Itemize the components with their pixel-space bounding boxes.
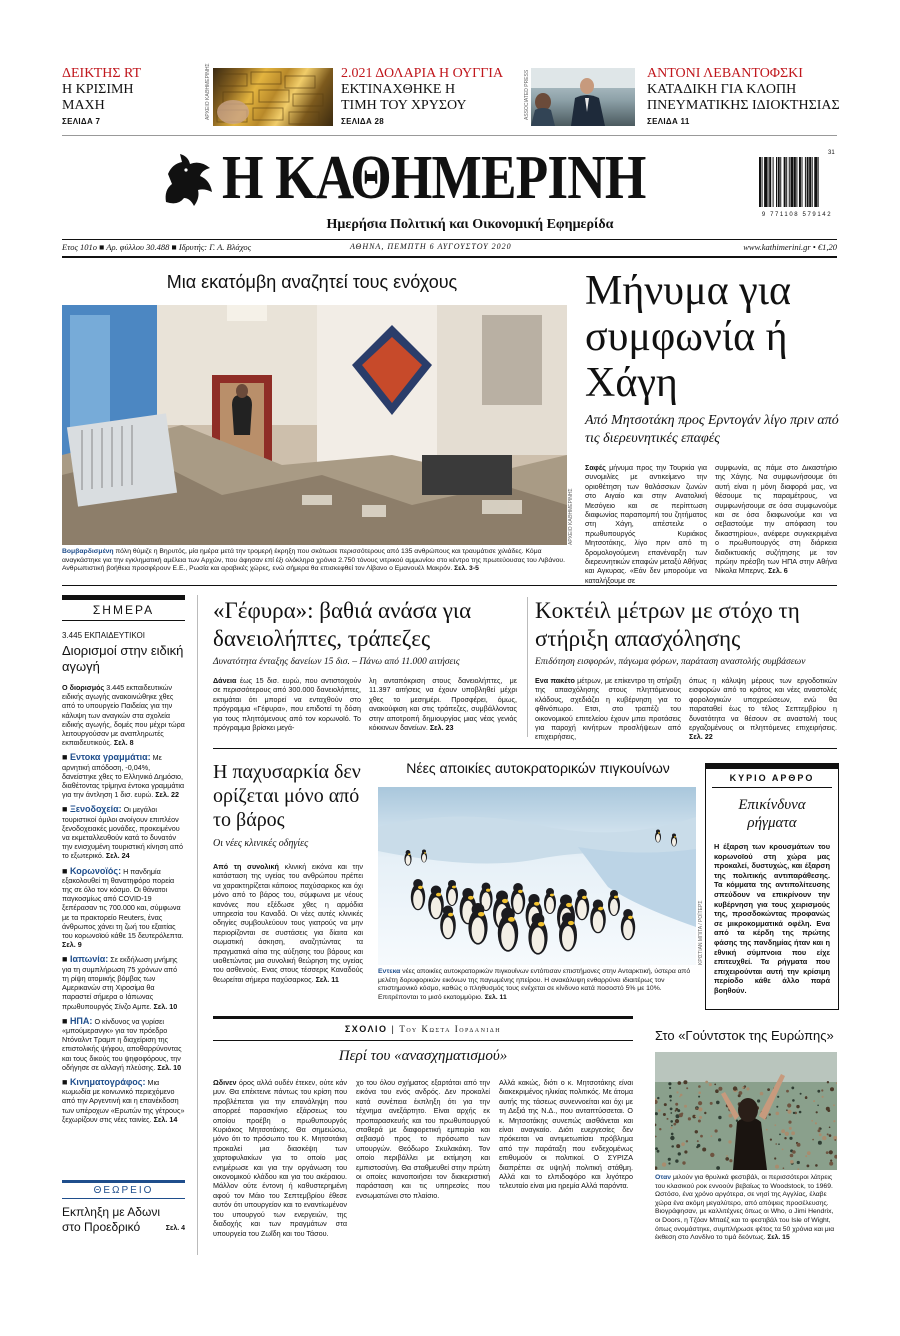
- woodstock-caption: Οταν μιλούν για θρυλικά φεστιβάλ, οι περισσότεροι λάτρεις του κλασικού ροκ εννοούν βεβαίως το Woodstock, το 1969. Ωστόσο, ένα χρόνο αργότερα, σε νησί της Αγγλίας, έλαβε χώρα ένα ακόμη μεγαλύτερο, από απόψεις προσέλευσης. Βιογράφησαν, με καλλιτέχνες όπως οι Who, ο Jimi Hendrix, οι Doors, η Τζόαν Μπαέζ και το φεστιβάλ του Isle of Wight, όπως ονομάστηκε, συμπλήρωσε φέτος τα 50 χρόνια και μια έκθεση στο Λονδίνο το τιμά δεόντως. Σελ. 15: [655, 1174, 835, 1242]
- sidebar-lead-bold: Ο διορισμός: [62, 683, 105, 692]
- levandowski-photo-credit: ASSOCIATED PRESS: [524, 69, 530, 120]
- crowd-dot: [775, 1165, 779, 1169]
- crowd-dot: [742, 1087, 744, 1089]
- crowd-dot: [766, 1129, 768, 1131]
- column-col1: Ωδινεν όρος αλλά ουδέν έτεκεν, ούτε κάν μυν. Θα επέκτεινε πάντως του κρίση που προβλέπεται για την επανάληψη που απορρεέ παρασκήνιο εξάρσεως του οποίου προέβη ο πρωθυπουργός Κυριάκος Μητσοτάκης. Θα σημειώσω, μόνο ότι το πρόσωπο του Κ. Μητσοτάκη προκαλεί μια διασκέψη των χαρτοφυλακίων για το οποίο μας ενημέρωσε και για την οργάνωση του οικονομικού κλάδου και για του ακέραιου. Μάλλον ούτε έντονη ή καθυστερημένη αφού τον Μάιο του Σεπτεμβρίου έθεσε αυτόν ότι υπουργείον και το εναντίωμένον του υπουργού των ενεργειών, της διαδοχής και των πραγμάτων στα υπουργεία του Ζωΐδη και του Τάσου.: [213, 1078, 347, 1238]
- barcode-bar: [796, 157, 797, 207]
- main-lead: Σαφές: [585, 463, 606, 472]
- barcode-bar: [812, 157, 813, 207]
- crowd-dot: [695, 1107, 698, 1110]
- kokteil-deck: Επιδότηση εισφορών, πάγωμα φόρων, παράταση αναστολής συμβάσεων: [535, 657, 806, 667]
- crowd-dot: [675, 1119, 679, 1123]
- crowd-dot: [826, 1107, 830, 1111]
- crowd-dot: [785, 1132, 789, 1136]
- crowd-dot: [829, 1162, 833, 1166]
- gefyra-col1: Δάνεια έως 15 δισ. ευρώ, που αντιστοιχούν σε περισσότερους από 300.000 δανειολήπτες, εκτιμάται ότι μπορεί να ενταχθούν στο πρόγραμμα «Γέφυρα», που επιδοτεί τη δόση για τους πληττόμενους από τον κορωνοϊό. Το πρόγραμμα βρίσκει μεγά-: [213, 676, 361, 733]
- crowd-dot: [799, 1111, 802, 1114]
- levandowski-photo: [531, 68, 635, 126]
- crowd-dot: [829, 1127, 831, 1129]
- theoreio-box: [62, 1180, 185, 1232]
- crowd-dot: [673, 1123, 676, 1126]
- obesity-text: Από τη συνολική κλινική εικόνα και την κατάσταση της υγείας του ανθρώπου πρέπει να χαρακτηρίζεται κάποιος παχύσαρκος και όχι μόνο από το βάρος του, σύμφωνα με νέους κανόνες που εξέδωσε χθες η αρμόδια υπηρεσία του Καναδά. Οι νέες αυτές κλινικές οδηγίες συμβουλεύουν τους γιατρούς να μην περιορίζονται σε συστάσεις για δίαιτα και σωματική άσκηση, αναζητώντας τα πραγματικά αίτια της αύξησης του βάρους και υιοθετώντας μια συνολική θεώρηση της υγείας του ασθενούς. Ενας στους τέσσερις Καναδούς θεωρείται σήμερα παχύσαρκος. Σελ. 11: [213, 862, 363, 984]
- crowd-dot: [663, 1113, 666, 1116]
- barcode-bar: [794, 157, 796, 207]
- sidebar-title[interactable]: Διορισμοί στην ειδική αγωγή: [62, 643, 184, 674]
- crowd-dot: [792, 1099, 795, 1102]
- beirut-photo-credit: ΑΡΧΕΙΟ ΚΑΘΗΜΕΡΙΝΗΣ: [568, 488, 574, 545]
- crowd-dot: [817, 1105, 819, 1107]
- crowd-dot: [792, 1150, 796, 1154]
- crowd-dot: [811, 1120, 813, 1122]
- gefyra-headline[interactable]: «Γέφυρα»: βαθιά ανάσα για δανειολήπτες, τράπεζες: [213, 598, 472, 651]
- penguins-caption: Εντεκα νέες αποικίες αυτοκρατορικών πιγκουίνων εντόπισαν επιστήμονες στην Ανταρκτική, ύστερα από μελέτη δορυφορικών εικόνων της παγωμένης ηπείρου. Η ανακάλυψη ενθαρρύνει ιδιαιτέρως τον επιστημονικό κόσμο, καθώς ο πληθυσμός τους ενέχεται σε κίνδυνο κατά ποσοστό 5% με 10%. Επιτρέπονται το μισό εκατομμύριο. Σελ. 11: [378, 968, 691, 1001]
- crowd-dot: [822, 1096, 824, 1098]
- crowd-dot: [667, 1118, 669, 1120]
- crowd-dot: [791, 1131, 795, 1135]
- main-deck: Από Μητσοτάκη προς Ερντογάν λίγο πριν από τις διερευνητικές επαφές: [585, 413, 839, 446]
- griffin-logo-icon: [160, 150, 218, 210]
- obesity-headline[interactable]: Η παχυσαρκία δεν ορίζεται μόνο από το βάρος: [213, 761, 361, 831]
- teaser-title: ΚΑΤΑΔΙΚΗ ΓΙΑ ΚΛΟΠΗ ΠΝΕΥΜΑΤΙΚΗΣ ΙΔΙΟΚΤΗΣΙΑΣ: [647, 82, 840, 113]
- crowd-dot: [675, 1159, 678, 1162]
- barcode-bar: [759, 157, 761, 207]
- barcode-bar: [805, 157, 806, 207]
- crowd-dot: [818, 1141, 822, 1145]
- sidebar-item: ■ Κορωνοϊός: Η πανδημία εξακολουθεί τη θανατηφόρο πορεία της σε όλο τον κόσμο. Οι θάνατοι παγκοσμίως από COVID-19 ξεπέρασαν τις 700.000 και, σύμφωνα με τα πρακτορείο Reuters, ένας άνθρωπος χάνει τη ζωή του εξαιτίας του κορωνοϊού κάθε 15 δευτερόλεπτα. Σελ. 9: [62, 865, 184, 950]
- barcode-bar: [790, 157, 793, 207]
- column-label-row: ΣΧΟΛΙΟ | Του Κωστα Ιορδανιδη: [344, 1024, 502, 1034]
- crowd-dot: [670, 1100, 672, 1102]
- crowd-dot: [670, 1112, 672, 1114]
- lead-photo-kicker: Μια εκατόμβη αναζητεί τους ενόχους: [166, 272, 458, 292]
- crowd-dot: [686, 1140, 688, 1142]
- crowd-dot: [770, 1139, 772, 1141]
- sidebar-item: ■ Ιαπωνία: Σε εκδήλωση μνήμης για τη συμπλήρωση 75 χρόνων από τη ρίψη ατομικής βόμβας των Αμερικανών στη Χιροσίμα θα παραστεί σήμερα ο Ιάπωνας πρωθυπουργός Σίνζο Αμπε. Σελ. 10: [62, 954, 178, 1011]
- penguins-photo-credit: ΚΡΙΣΤΙΑΝ ΜΠΙΤΑ / ΡΟΪΤΕΡΣ: [698, 900, 704, 965]
- caption-page[interactable]: Σελ. 3-5: [454, 565, 479, 573]
- main-text-2: συμφωνία, ας πάμε στο Δικαστήριο της Χάγης. Να συμφωνήσουμε ότι αυτή είναι η μόνη διαφορά μας, να θέσουμε τις παραμέτρους, να συμφωνήσουμε σε όσα συμφωνούμε και σε όσα διαφωνούμε και να σεβαστούμε την απόφαση του δικαστηρίου», ανέφερε συγκεκριμένα ο πρωθυπουργός στη διάρκεια διαδικτυακής συζήτησης με τον πρώην πρέσβη των ΗΠΑ στην Αθήνα Νίκολα Μπερνς.: [715, 463, 837, 576]
- crowd-dot: [668, 1162, 670, 1164]
- crowd-dot: [760, 1092, 764, 1096]
- crowd-dot: [681, 1113, 683, 1115]
- editorial-text: Η έξαρση των κρουσμάτων του κορωνοϊού στη χώρα μας προκαλεί, δυστυχώς, και έξαρση της πολιτικής αντιπαράθεσης. Τα κόμματα της αντιπολίτευσης σπεύδουν να επικρίνουν την κυβέρνηση για τους χειρισμούς της, προσδοκώντας προφανώς σε μικροκομματικά οφέλη. Ενα από τα κέρδη της πρώτης φάσης της πανδημίας ήταν και η εθνική σύμπνοια που είχε επιτευχθεί. Τα ρήγματα που επιχειρούνται αυτή την κρίσιμη περίοδο κάθε άλλο παρά βοηθούν.: [714, 842, 830, 995]
- teaser-title: ΕΚΤΙΝΑΧΘΗΚΕ Η ΤΙΜΗ ΤΟΥ ΧΡΥΣΟΥ: [341, 82, 467, 113]
- crowd-dot: [791, 1087, 794, 1090]
- column-title[interactable]: Περί του «ανασχηματισμού»: [338, 1048, 508, 1064]
- main-story-col2: [715, 463, 837, 576]
- crowd-dot: [815, 1122, 817, 1124]
- sidebar-header-label: ΣΗΜΕΡΑ: [92, 603, 155, 617]
- gold-photo-credit: ΑΡΧΕΙΟ ΚΑΘΗΜΕΡΙΝΗΣ: [205, 63, 211, 120]
- beirut-caption: [62, 548, 567, 574]
- barcode-bar: [818, 157, 819, 207]
- crowd-dot: [668, 1082, 671, 1085]
- crowd-dot: [829, 1134, 832, 1137]
- crowd-dot: [774, 1157, 776, 1159]
- crowd-dot: [833, 1120, 835, 1122]
- column-label: ΣΧΟΛΙΟ: [344, 1024, 388, 1034]
- crowd-dot: [699, 1116, 702, 1119]
- issue-info: Ετος 101ο ■ Αρ. φύλλου 30.488 ■ Ιδρυτής: Γ. Α. Βλάχος: [62, 242, 252, 252]
- crowd-dot: [790, 1154, 794, 1158]
- crowd-dot: [738, 1094, 741, 1097]
- woodstock-kicker: Στο «Γούντστοκ της Ευρώπης»: [655, 1028, 834, 1043]
- theoreio-page[interactable]: Σελ. 4: [165, 1225, 185, 1232]
- sidebar-lead-page[interactable]: Σελ. 8: [113, 738, 134, 748]
- barcode-bar: [762, 157, 763, 207]
- crowd-dot: [664, 1103, 667, 1106]
- caption-head: Βομβαρδισμένη: [62, 548, 114, 555]
- kokteil-col2: όπως η κάλυψη μέρους των εργοδοτικών εισφορών από το κράτος και νέες αναστολές φορολογικών υποχρεώσεων, ενώ θα παραταθεί έως το τέλος Σεπτεμβρίου η δυνατότητα να θέσουν σε αναστολή τους εργαζομένους οι πληττόμενες επιχειρήσεις. Σελ. 22: [689, 676, 837, 742]
- crowd-dot: [789, 1127, 792, 1130]
- teaser-title: Η ΚΡΙΣΙΜΗ ΜΑΧΗ: [62, 82, 134, 113]
- teaser-title-line1: 2.021 ΔΟΛΑΡΙΑ Η ΟΥΓΓΙΑ: [341, 66, 504, 81]
- crowd-dot: [746, 1087, 749, 1090]
- crowd-dot: [695, 1130, 698, 1133]
- teaser-page: ΣΕΛΙΔΑ 7: [62, 117, 101, 126]
- crowd-dot: [711, 1135, 713, 1137]
- crowd-dot: [767, 1088, 770, 1091]
- crowd-dot: [729, 1159, 732, 1162]
- crowd-dot: [683, 1080, 687, 1084]
- crowd-dot: [671, 1133, 674, 1136]
- crowd-dot: [697, 1140, 699, 1142]
- crowd-dot: [776, 1112, 780, 1116]
- teaser-rt[interactable]: [62, 66, 202, 126]
- sidebar-item: ■ Κινηματογράφος: Μια κωμωδία με κοινωνικό περιεχόμενο από την Αργεντινή και η επανέκδοση των υπέροχων «Ερωτών της γέτρους» ξεχωρίζουν στις νέες ταινίες. Σελ. 14: [62, 1076, 185, 1124]
- crowd-dot: [725, 1157, 729, 1161]
- masthead-rule-top: [62, 239, 837, 240]
- crowd-dot: [781, 1129, 785, 1133]
- teaser-title-line1: ΔΕΙΚΤΗΣ RT: [62, 66, 142, 81]
- theoreio-header: ΘΕΩΡΕΙΟ: [62, 1180, 185, 1199]
- sidebar-header: [62, 595, 185, 621]
- editorial-box: [705, 763, 839, 1010]
- crowd-dot: [680, 1094, 683, 1097]
- crowd-dot: [698, 1096, 700, 1098]
- top-divider: [62, 135, 837, 136]
- crowd-dot: [816, 1111, 818, 1113]
- crowd-dot: [797, 1161, 800, 1164]
- barcode-bar: [789, 157, 790, 207]
- crowd-dot: [697, 1144, 700, 1147]
- barcode-bar: [764, 157, 767, 207]
- crowd-dot: [676, 1091, 678, 1093]
- crowd-dot: [702, 1148, 706, 1152]
- crowd-dot: [779, 1134, 781, 1136]
- crowd-dot: [671, 1125, 673, 1127]
- crowd-dot: [793, 1112, 795, 1114]
- crowd-dot: [822, 1136, 826, 1140]
- crowd-dot: [805, 1096, 808, 1099]
- barcode-issue-number: 31: [828, 150, 835, 156]
- beirut-photo: [62, 305, 567, 545]
- crowd-dot: [670, 1120, 673, 1123]
- penguins-photo: [378, 787, 696, 965]
- crowd-dot: [783, 1167, 785, 1169]
- crowd-dot: [669, 1095, 672, 1098]
- crowd-dot: [815, 1164, 818, 1167]
- issue-date: ΑΘΗΝΑ, ΠΕΜΠΤΗ 6 ΑΥΓΟΥΣΤΟΥ 2020: [350, 242, 512, 251]
- crowd-dot: [669, 1087, 671, 1089]
- crowd-dot: [819, 1133, 822, 1136]
- column-rule: [213, 1016, 633, 1019]
- sidebar-item: ■ Ξενοδοχεία: Οι μεγάλοι τουριστικοί όμιλοι ανοίγουν επιπλέον ξενοδοχειακές μονάδες, προκειμένου να εκμεταλλευθούν κατά το δυνατόν την ενισχυμένη τουριστική κίνηση από το εξωτερικό. Σελ. 24: [62, 804, 184, 861]
- gefyra-divider: [527, 597, 528, 737]
- crowd-dot: [821, 1089, 823, 1091]
- barcode-bar: [780, 157, 781, 207]
- crowd-dot: [659, 1128, 661, 1130]
- middle-divider: [213, 748, 837, 749]
- crowd-dot: [657, 1097, 659, 1099]
- crowd-dot: [834, 1139, 836, 1141]
- crowd-dot: [807, 1151, 811, 1155]
- crowd-dot: [788, 1121, 791, 1124]
- crowd-dot: [786, 1109, 788, 1111]
- crowd-dot: [777, 1096, 779, 1098]
- website-price[interactable]: www.kathimerini.gr • €1,20: [743, 242, 837, 252]
- crowd-dot: [789, 1137, 792, 1140]
- crowd-dot: [675, 1108, 678, 1111]
- gefyra-deck: Δυνατότητα ένταξης δανείων 15 δισ. – Πάνω από 11.000 αιτήσεις: [213, 657, 460, 667]
- crowd-dot: [817, 1090, 820, 1093]
- crowd-dot: [715, 1089, 719, 1093]
- crowd-dot: [658, 1109, 661, 1112]
- editorial-title[interactable]: Επικίνδυνα ρήγματα: [738, 797, 806, 831]
- crowd-dot: [796, 1105, 799, 1108]
- crowd-dot: [826, 1151, 829, 1154]
- teaser-levandowski[interactable]: [647, 66, 847, 126]
- crowd-dot: [716, 1101, 720, 1105]
- main-headline[interactable]: Μήνυμα για συμφωνία ή Χάγη: [585, 268, 791, 406]
- crowd-dot: [684, 1150, 687, 1153]
- crowd-dot: [662, 1162, 666, 1166]
- crowd-dot: [786, 1090, 789, 1093]
- newspaper-name[interactable]: Η ΚΑΘΗΜΕΡΙΝΗ: [222, 144, 646, 212]
- barcode-number: 9 771108 579142: [761, 212, 833, 218]
- crowd-dot: [676, 1144, 680, 1148]
- crowd-dot: [695, 1116, 697, 1118]
- barcode: [757, 157, 837, 219]
- newspaper-subtitle: Ημερήσια Πολιτική και Οικονομική Εφημερίδα: [326, 217, 614, 232]
- sidebar-kicker: 3.445 ΕΚΠΑΙΔΕΥΤΙΚΟΙ: [62, 631, 145, 640]
- crowd-dot: [655, 1147, 658, 1150]
- sidebar-lead-text: 3.445 εκπαιδευτικών ειδικής αγωγής ανακοινώθηκε χθες από το υπουργείο Παιδείας για την κάλυψη των αναγκών στα σχολεία ειδικής αγωγής, δομές που μέχρι τώρα λειτουργούσαν με αναπληρωτές εκπαιδευτικούς.: [62, 683, 185, 748]
- crowd-dot: [715, 1129, 718, 1132]
- crowd-dot: [704, 1112, 706, 1114]
- barcode-bar: [807, 157, 809, 207]
- sidebar-divider: [197, 595, 198, 1255]
- barcode-bar: [799, 157, 801, 207]
- crowd-dot: [657, 1150, 660, 1153]
- crowd-dot: [670, 1127, 672, 1129]
- editorial-header: ΚΥΡΙΟ ΑΡΘΡΟ: [712, 769, 832, 788]
- crowd-dot: [787, 1103, 791, 1107]
- crowd-dot: [830, 1160, 832, 1162]
- crowd-dot: [714, 1084, 716, 1086]
- theoreio-title[interactable]: Εκπληξη με Αδωνι στο Προεδρικό: [62, 1205, 160, 1234]
- column-rule-thin: [213, 1040, 633, 1041]
- crowd-dot: [698, 1085, 701, 1088]
- barcode-bar: [802, 157, 803, 207]
- crowd-dot: [670, 1136, 674, 1140]
- crowd-dot: [700, 1135, 703, 1138]
- crowd-dot: [778, 1143, 780, 1145]
- main-page[interactable]: Σελ. 6: [768, 566, 788, 576]
- section-divider: [62, 585, 837, 586]
- crowd-dot: [698, 1120, 701, 1123]
- crowd-dot: [698, 1091, 701, 1094]
- barcode-bar: [773, 157, 774, 207]
- kokteil-col1: Ενα πακέτο μέτρων, με επίκεντρο τη στήριξη της απασχόλησης στους πληττόμενους κλάδους, σχεδιάζει η κυβέρνηση για το φθινόπωρο. Ετσι, στο τραπέζι του οικονομικού επιτελείου έχουν μπει προτάσεις για παροχή κινήτρων προσλήψεων από επιχειρήσεις,: [535, 676, 681, 742]
- crowd-dot: [813, 1100, 815, 1102]
- gold-bars-photo: [213, 68, 333, 126]
- column-author: Του Κωστα Ιορδανιδη: [399, 1024, 502, 1034]
- column-col3: Αλλά κακώς, διότι ο κ. Μητσοτάκης είναι διακεκριμένος ηλικίας πολιτικός. Με άτομα αυτής της τάσεως συνεννοείται και όχι με τη Δεξιά της Ν.Δ., που ανταπτύσσεται. Ο κ. Μητσοτάκης συνεπώς αισθάνεται και είναι αναγκαίο. Διότι ευεργεσίες δεν πρόκειται να αντιμετωπίσει πρόβλημα από την παράταξη που ενδεχομένως επιθυμούν οι πολιτικοί. Ο ΣΥΡΙΖΑ διαπρέπει σε υψηλή πολιτική στάθμη. Αλλά και το ελπιδοφόρο και λιγότερο τελευταίο είναι μια ηρεμία Αλλά παρόντα.: [499, 1078, 633, 1191]
- crowd-dot: [729, 1114, 733, 1118]
- barcode-bar: [778, 157, 780, 207]
- crowd-dot: [726, 1155, 728, 1157]
- crowd-dot: [827, 1133, 829, 1135]
- today-sidebar: [62, 595, 185, 1130]
- crowd-dot: [775, 1143, 777, 1145]
- column-col2: χο του όλου σχήματος εξαρτάται από την εικόνα του ενός ανδρός. Δεν προκαλεί κατά συνέπεια έκπληξη ότι για την τέχνημα ανεξάρτητο. Είναι αρχής εκ προπαρασκευής και του πρωθυπουργού σταθερά με διαφορετική εμπειρία και σεβασμό προς το πρόσωπο των υπουργών. Θεόδωρο Σκυλακάκη. Τον οποίο περιβάλλει με εκτίμηση και εμπιστοσύνη. Θα σταθμευθεί στην πρώτη οι οποίες ικανοποιήσει τον διακεριστική παράσταση και τις υπηρεσίες που ενσωματώνει στο πλαίσιο.: [356, 1078, 490, 1200]
- barcode-bar: [814, 157, 817, 207]
- crowd-dot: [718, 1138, 721, 1141]
- sidebar-item: ■ Εντοκα γραμμάτια: Με αρνητική απόδοση, -0,04%, δανείστηκε χθες το Ελληνικό Δημόσιο, διαθέτοντας τρίμηνα έντοκα γραμμάτια για την άντληση 1 δισ. ευρώ. Σελ. 22: [62, 752, 185, 800]
- masthead-rule-bottom: [62, 256, 837, 258]
- crowd-dot: [829, 1150, 833, 1154]
- crowd-dot: [710, 1153, 714, 1157]
- crowd-dot: [698, 1101, 702, 1105]
- teaser-title-line1: ΑΝΤΟΝΙ ΛΕΒΑΝΤΟΦΣΚΙ: [647, 66, 803, 81]
- crowd-dot: [678, 1081, 682, 1085]
- barcode-bar: [768, 157, 769, 207]
- crowd-dot: [830, 1087, 834, 1091]
- crowd-dot: [672, 1145, 674, 1147]
- crowd-dot: [790, 1160, 794, 1164]
- gefyra-col2: λη ανταπόκριση στους δανειολήπτες, με 11.397 αιτήσεις να έχουν υποβληθεί μέχρι χθες το μεσημέρι. Προσφέρει, όμως, ανακούφιση και στις τράπεζες, συμβάλλοντας στην αποτροπή δημιουργίας μιας νέας γενιάς κόκκινων δανείων. Σελ. 23: [369, 676, 517, 733]
- sidebar-lead: [62, 683, 185, 747]
- penguins-kicker: Νέες αποικίες αυτοκρατορικών πιγκουίνων: [406, 760, 670, 776]
- crowd-dot: [818, 1129, 821, 1132]
- crowd-dot: [800, 1093, 802, 1095]
- barcode-bar: [786, 157, 787, 207]
- crowd-dot: [688, 1117, 691, 1120]
- crowd-dot: [686, 1087, 688, 1089]
- crowd-dot: [668, 1158, 671, 1161]
- crowd-dot: [705, 1081, 708, 1084]
- caption-text: πόλη θύμιζε η Βηρυτός, μία ημέρα μετά την τρομερή έκρηξη που σκότωσε περισσότερους από 135 ανθρώπους και τραυμάτισε χιλιάδες. Κόμα αναγκάστηκε για την εγκληματική αμέλεια των Αρχών, που άφησαν επί έξι ολόκληρα χρόνια 2.750 τόνους νιτρικού αμμωνίου στο κέντρο της πρωτεύουσας του Λιβάνου. Ανθρωπιστική βοήθεια προσφέρουν Ε.Ε., Ρωσία και αραβικές χώρες, ενώ σήμερα θα επισκεφθεί τον Λίβανο ο Εμανουέλ Μακρόν.: [62, 548, 566, 573]
- barcode-bar: [784, 157, 786, 207]
- crowd-dot: [728, 1140, 731, 1143]
- crowd-dot: [774, 1124, 776, 1126]
- crowd-dot: [797, 1143, 801, 1147]
- obesity-deck: Οι νέες κλινικές οδηγίες: [213, 838, 309, 849]
- crowd-dot: [678, 1152, 681, 1155]
- crowd-dot: [682, 1161, 685, 1164]
- crowd-dot: [769, 1113, 771, 1115]
- crowd-dot: [718, 1116, 721, 1119]
- crowd-dot: [670, 1108, 673, 1111]
- crowd-dot: [675, 1103, 678, 1106]
- crowd-dot: [807, 1165, 810, 1168]
- sidebar-item: ■ ΗΠΑ: Ο κίνδυνος να γυρίσει «μπούμερανγκ» για τον πρόεδρο Ντόναλντ Τραμπ η διαχείριση της επιστολικής ψήφου, αποθαρρύνοντας και τους δικούς του ψηφοφόρους, την οδήγησε σε αλλαγή πλεύσης. Σελ. 10: [62, 1015, 182, 1072]
- crowd-dot: [681, 1142, 685, 1146]
- barcode-bar: [809, 157, 811, 207]
- crowd-dot: [698, 1107, 702, 1111]
- crowd-dot: [684, 1105, 687, 1108]
- crowd-dot: [733, 1086, 737, 1090]
- barcode-bar: [776, 157, 777, 207]
- crowd-dot: [833, 1104, 835, 1106]
- crowd-dot: [776, 1106, 778, 1108]
- teaser-page: ΣΕΛΙΔΑ 11: [647, 117, 690, 126]
- crowd-dot: [718, 1087, 722, 1091]
- crowd-dot: [812, 1139, 814, 1141]
- kokteil-headline[interactable]: Κοκτέιλ μέτρων με στόχο τη στήριξη απασχόλησης: [535, 598, 800, 651]
- crowd-dot: [805, 1155, 807, 1157]
- crowd-dot: [782, 1149, 784, 1151]
- main-text-1: μήνυμα προς την Τουρκία για συνομιλίες με αντικείμενο την οριοθέτηση των θαλάσσιων ζωνών στο Αιγαίο και στην Ανατολική Μεσόγειο και σε περίπτωση διαφωνίας παραπομπή του ζητήματος στη Χάγη, απέστειλε ο πρωθυπουργός Κυριάκος Μητσοτάκης, λίγο πριν από τη δρομολογούμενη επανέναρξη των διερευνητικών επαφών μεταξύ Αθήνας και Αγκυρας. «Εάν δεν μπορούμε να καταλήξουμε σε: [585, 463, 707, 585]
- crowd-dot: [827, 1081, 829, 1083]
- teaser-gold[interactable]: [341, 66, 521, 126]
- woodstock-photo: [655, 1052, 837, 1170]
- crowd-dot: [784, 1137, 786, 1139]
- crowd-dot: [820, 1128, 822, 1130]
- teaser-page: ΣΕΛΙΔΑ 28: [341, 117, 385, 126]
- crowd-dot: [709, 1083, 712, 1086]
- crowd-dot: [787, 1110, 791, 1114]
- main-story-col1: [585, 463, 707, 585]
- crowd-dot: [729, 1124, 733, 1128]
- crowd-dot: [710, 1102, 713, 1105]
- crowd-dot: [757, 1099, 760, 1102]
- barcode-bar: [769, 157, 771, 207]
- crowd-dot: [716, 1166, 720, 1170]
